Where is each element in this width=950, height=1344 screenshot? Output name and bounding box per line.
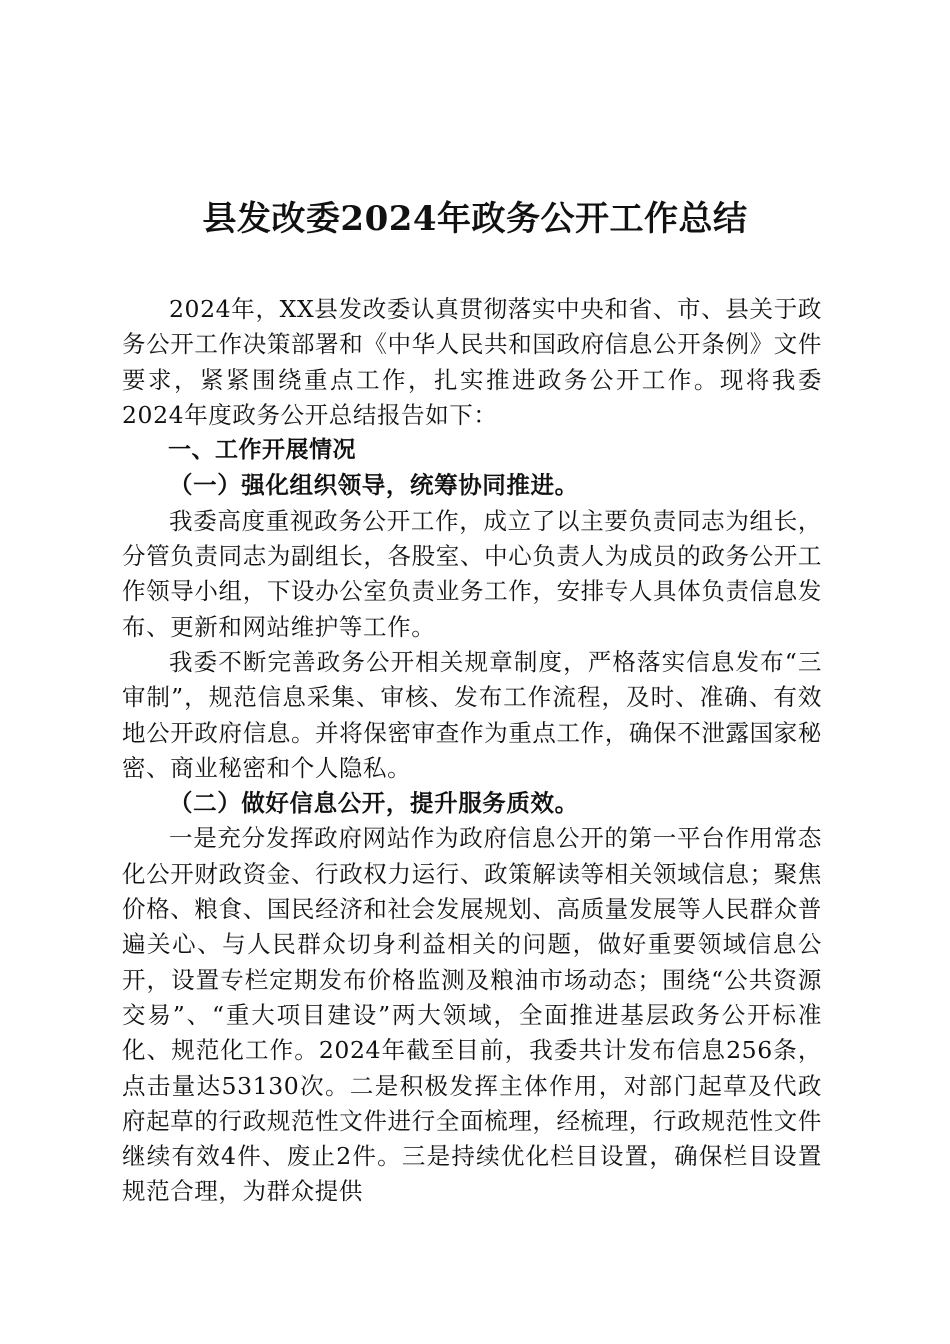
paragraph-disclosure-details: 一是充分发挥政府网站作为政府信息公开的第一平台作用常态化公开财政资金、行政权力运行、政策解读等相关领域信息；聚焦价格、粮食、国民经济和社会发展规划、高质量发展等人民群众普遍关心、与人民群众切身利益相关的问题，做好重要领域信息公开，设置专栏定期发布价格监测及粮油市场动态；围绕“公共资源交易”、“重大项目建设”两大领域，全面推进基层政务公开标准化、规范化工作。2024年截至目前，我委共计发布信息256条，点击量达53130次。二是积极发挥主体作用，对部门起草及代政府起草的行政规范性文件进行全面梳理，经梳理，行政规范性文件继续有效4件、废止2件。三是持续优化栏目设置，确保栏目设置规范合理，为群众提供 [122,824,822,1206]
intro-paragraph: 2024年，XX县发改委认真贯彻落实中央和省、市、县关于政务公开工作决策部署和《中华人民共和国政府信息公开条例》文件要求，紧紧围绕重点工作，扎实推进政务公开工作。现将我委2024年度政务公开总结报告如下： [122,295,822,429]
paragraph-leadership-group: 我委高度重视政务公开工作，成立了以主要负责同志为组长，分管负责同志为副组长，各股室、中心负责人为成员的政务公开工作领导小组，下设办公室负责业务工作，安排专人具体负责信息发布、更新和网站维护等工作。 [122,506,822,641]
section-heading-work-status: 一、工作开展情况 [168,437,356,464]
document-title: 县发改委2024年政务公开工作总结 [202,199,748,239]
subsection-heading-information-disclosure: （二）做好信息公开，提升服务质效。 [169,789,579,818]
subsection-heading-organization: （一）强化组织领导，统筹协同推进。 [169,471,579,500]
document-body [122,292,822,1210]
paragraph-rules-system: 我委不断完善政务公开相关规章制度，严格落实信息发布“三审制”，规范信息采集、审核、发布工作流程，及时、准确、有效地公开政府信息。并将保密审查作为重点工作，确保不泄露国家秘密、商业秘密和个人隐私。 [122,647,822,782]
